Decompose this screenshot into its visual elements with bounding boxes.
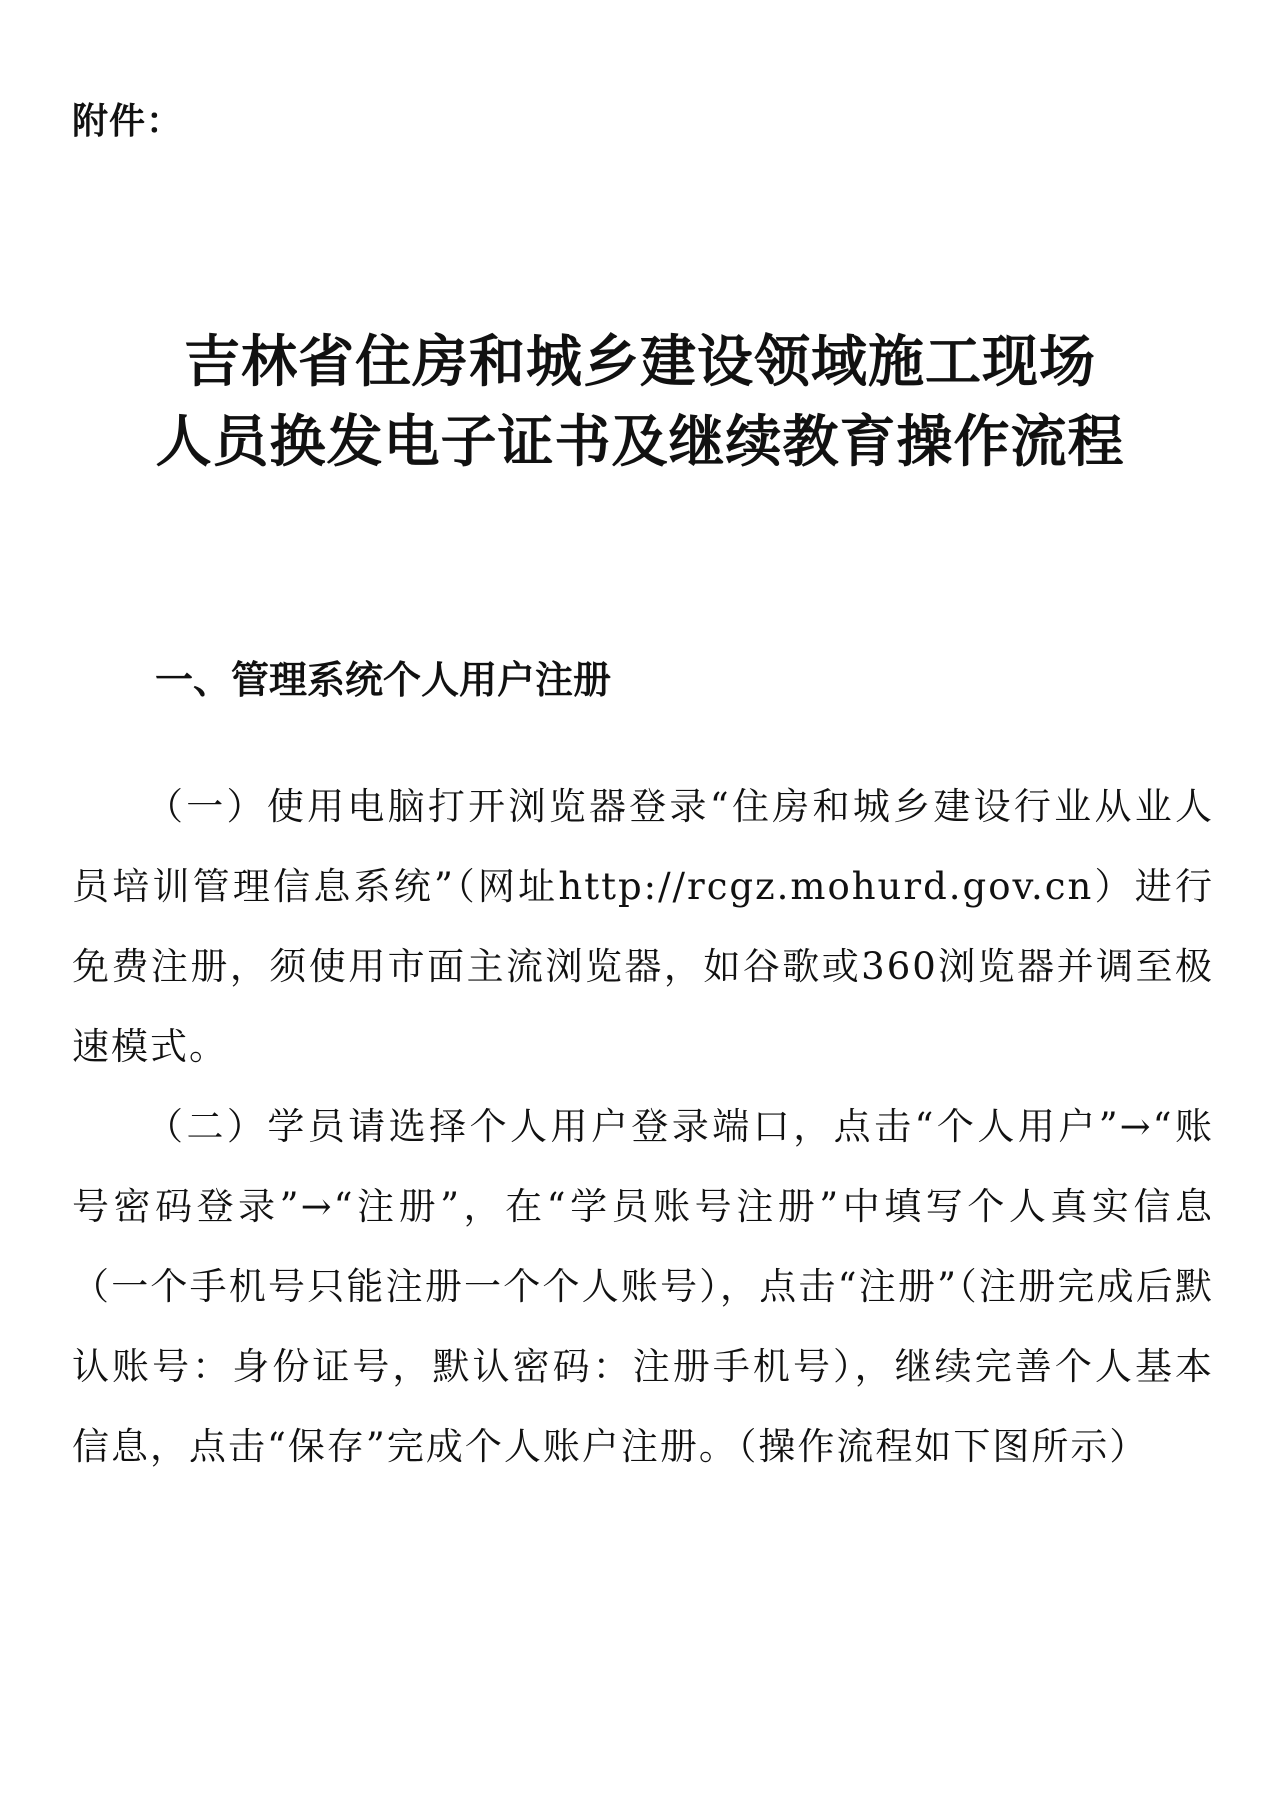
paragraph-step-2: （二）学员请选择个人用户登录端口，点击“个人用户”→“账号密码登录”→“注册”，在“学员账号注册”中填写个人真实信息（一个手机号只能注册一个个人账号），点击“注册”（注册完成后默认账号：身份证号，默认密码：注册手机号），继续完善个人基本信息，点击“保存”完成个人账户注册。（操作流程如下图所示） [72,1105,1214,1468]
title-line-2: 人员换发电子证书及继续教育操作流程 [155,409,1125,475]
section-heading: 一、管理系统个人用户注册 [155,658,612,702]
attachment-label: 附件： [72,101,184,142]
title-line-1: 吉林省住房和城乡建设领域施工现场 [184,329,1096,395]
document-title [0,322,1280,482]
paragraph-step-1: （一）使用电脑打开浏览器登录“住房和城乡建设行业从业人员培训管理信息系统”（网址http://rcgz.mohurd.gov.cn）进行免费注册，须使用市面主流浏览器，如谷歌或360浏览器并调至极速模式。 [72,785,1214,1068]
